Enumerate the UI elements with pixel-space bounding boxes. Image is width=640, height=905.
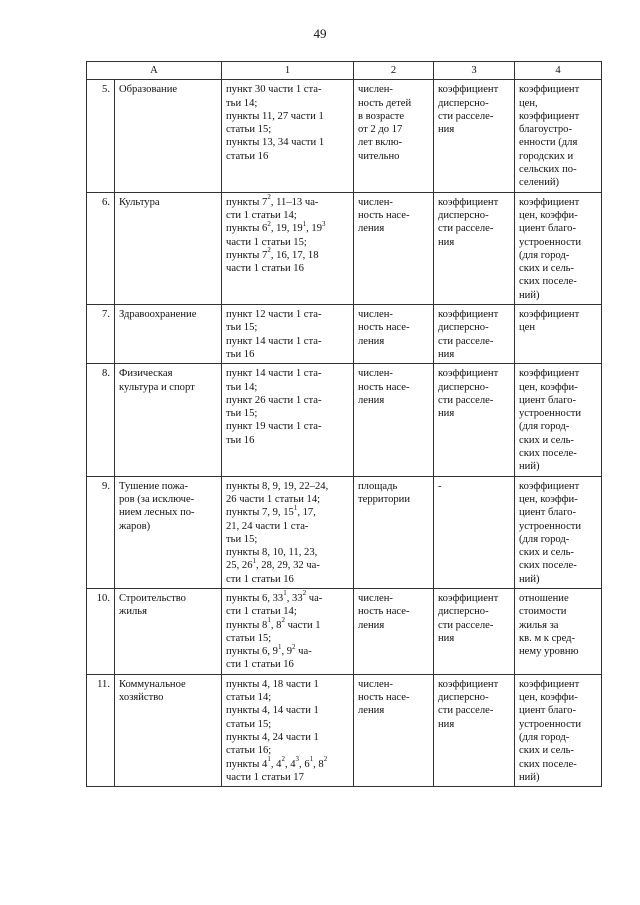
cell-legal-basis-line: пункты $7^2$, 11–13 ча- [226,193,319,208]
cell-indicator [354,80,434,192]
cell-legal-basis-line: тьи 16 [226,434,255,446]
cell-legal-basis-line: пункты 8, 9, 19, 22–24, [226,480,329,492]
table-row [87,588,602,674]
cell-legal-basis-line: пункты 7, 9, $15^1$, 17, [226,503,316,519]
cell-coefficient [515,192,602,304]
cell-coefficient-line: ских поселе- [519,276,577,288]
table-row [87,364,602,476]
header-cell-4: 4 [515,62,602,80]
cell-sphere [115,674,222,786]
cell-legal-basis-line: статьи 15; [226,632,272,644]
cell-coefficient-line: (для город- [519,731,570,743]
cell-legal-basis-line: части 1 статьи 16 [226,263,304,275]
cell-indicator-line: ления [358,335,385,347]
cell-indicator-line: ления [358,223,385,235]
cell-coefficient-line: ний) [519,771,540,783]
cell-dispersion-line: коэффициент [438,592,499,604]
cell-dispersion [434,80,515,192]
cell-legal-basis-line: пункт 12 части 1 ста- [226,309,322,321]
cell-coefficient [515,364,602,476]
cell-coefficient [515,305,602,364]
cell-dispersion [434,192,515,304]
cell-legal-basis-line: части 1 статьи 15; [226,236,307,248]
cell-coefficient [515,588,602,674]
cell-dispersion-line: ния [438,408,455,420]
cell-legal-basis-line: пункт 26 части 1 ста- [226,394,322,406]
cell-indicator [354,674,434,786]
cell-legal-basis-line: 26 части 1 статьи 14; [226,493,321,505]
cell-coefficient-line: жилья за [519,619,559,631]
cell-legal-basis-line: сти 1 статьи 14; [226,606,297,618]
cell-coefficient-line: стоимости [519,606,567,618]
cell-indicator-line: ления [358,394,385,406]
cell-dispersion-line: дисперсно- [438,322,489,334]
cell-dispersion-line: дисперсно- [438,381,489,393]
cell-sphere-line: ров (за исключе- [119,493,195,505]
cell-coefficient-line: ний) [519,289,540,301]
cell-coefficient-line: ний) [519,573,540,585]
cell-legal-basis [222,364,354,476]
cell-legal-basis-line: пункты 4, 18 части 1 [226,678,319,690]
cell-legal-basis-line: пункты 4, 14 части 1 [226,705,319,717]
cell-sphere-line: Образование [119,84,178,96]
cell-legal-basis [222,588,354,674]
row-number: 6. [87,192,115,304]
header-cell-1: 1 [222,62,354,80]
cell-coefficient-line: коэффициент [519,309,580,321]
cell-legal-basis-line: пункты $7^2$, 16, 17, 18 [226,246,319,261]
cell-sphere-line: Физическая [119,368,173,380]
cell-legal-basis-line: 25, $26^1$, 28, 29, 32 ча- [226,556,320,572]
cell-coefficient-line: селений) [519,177,560,189]
cell-coefficient-line: (для город- [519,421,570,433]
cell-sphere-line: Тушение пожа- [119,480,189,492]
cell-coefficient-line: сельских по- [519,164,577,176]
cell-coefficient-line: кв. м к сред- [519,632,576,644]
cell-legal-basis-line: пункты $4^1$, $4^2$, $4^3$, $6^1$, $8^2$ [226,755,328,770]
cell-dispersion-line: сти расселе- [438,619,494,631]
cell-coefficient-line: нему уровню [519,646,579,658]
cell-coefficient-line: коэффициент [519,480,580,492]
cell-coefficient-line: циент благо- [519,394,577,406]
cell-legal-basis-line: тьи 15; [226,408,258,420]
row-number: 10. [87,588,115,674]
cell-sphere-line: Здравоохранение [119,309,197,321]
cell-sphere-line: жилья [119,606,147,618]
cell-indicator-line: площадь [358,480,398,492]
row-number: 5. [87,80,115,192]
cell-legal-basis-line: статьи 14; [226,692,272,704]
cell-dispersion-line: ния [438,236,455,248]
cell-indicator-line: числен- [358,592,393,604]
cell-legal-basis-line: статьи 16 [226,150,269,162]
cell-dispersion-line: сти расселе- [438,394,494,406]
table-row [87,192,602,304]
cell-coefficient-line: цен, коэффи- [519,381,578,393]
table-row [87,305,602,364]
header-cell-a: А [87,62,222,80]
cell-coefficient-line: коэффициент [519,678,580,690]
cell-indicator-line: числен- [358,84,393,96]
cell-sphere-line: хозяйство [119,692,164,704]
cell-coefficient-line: цен, коэффи- [519,692,578,704]
cell-dispersion-line: коэффициент [438,368,499,380]
cell-indicator-line: от 2 до 17 [358,124,403,136]
cell-legal-basis-line: статьи 15; [226,124,272,136]
cell-coefficient-line: устроенности [519,236,582,248]
cell-dispersion-line: сти расселе- [438,335,494,347]
cell-dispersion-line: коэффициент [438,196,499,208]
cell-indicator-line: лет вклю- [358,137,403,149]
table-row [87,674,602,786]
cell-coefficient-line: коэффициент [519,196,580,208]
cell-indicator-line: ления [358,705,385,717]
cell-coefficient-line: устроенности [519,408,582,420]
cell-indicator-line: числен- [358,196,393,208]
cell-indicator-line: числен- [358,368,393,380]
cell-dispersion [434,364,515,476]
cell-dispersion-line: коэффициент [438,84,499,96]
cell-coefficient-line: ских поселе- [519,448,577,460]
cell-coefficient-line: ских поселе- [519,560,577,572]
header-cell-2: 2 [354,62,434,80]
cell-legal-basis-line: тьи 16 [226,348,255,360]
cell-legal-basis-line: сти 1 статьи 16 [226,659,294,671]
cell-coefficient-line: ских и сель- [519,434,574,446]
header-cell-3: 3 [434,62,515,80]
cell-dispersion-line: ния [438,632,455,644]
cell-indicator-line: числен- [358,678,393,690]
cell-dispersion [434,674,515,786]
cell-dispersion-line: сти расселе- [438,223,494,235]
cell-indicator [354,588,434,674]
cell-coefficient-line: ний) [519,461,540,473]
row-number: 9. [87,476,115,588]
cell-legal-basis-line: пункты 4, 24 части 1 [226,731,319,743]
cell-coefficient-line: (для город- [519,249,570,261]
cell-legal-basis-line: пункты $6^2$, 19, $19^1$, $19^3$ [226,219,326,235]
cell-coefficient-line: коэффициент [519,110,580,122]
cell-coefficient-line: (для город- [519,533,570,545]
cell-sphere [115,192,222,304]
cell-dispersion-line: дисперсно- [438,692,489,704]
cell-dispersion-line: дисперсно- [438,606,489,618]
page-number: 49 [313,26,327,41]
row-number: 7. [87,305,115,364]
cell-indicator-line: ность насе- [358,381,410,393]
cell-sphere-line: нием лесных по- [119,507,195,519]
cell-coefficient-line: ских и сель- [519,547,574,559]
table-body [87,80,602,787]
cell-coefficient-line: енности (для [519,137,578,149]
cell-sphere [115,476,222,588]
cell-coefficient-line: отношение [519,592,569,604]
cell-dispersion [434,588,515,674]
cell-legal-basis-line: статьи 15; [226,718,272,730]
cell-coefficient-line: цен, [519,97,538,109]
cell-coefficient-line: цен [519,322,536,334]
cell-indicator-line: ность насе- [358,606,410,618]
cell-coefficient-line: циент благо- [519,223,577,235]
allocation-table [86,61,602,787]
cell-dispersion-line: коэффициент [438,678,499,690]
cell-coefficient [515,80,602,192]
cell-legal-basis-line: пункт 14 части 1 ста- [226,368,322,380]
cell-legal-basis-line: пункты 6, $9^1$, $9^2$ ча- [226,642,312,658]
cell-indicator-line: ность детей [358,97,412,109]
cell-legal-basis-line: сти 1 статьи 14; [226,209,297,221]
cell-legal-basis-line: тьи 14; [226,97,258,109]
cell-indicator-line: ления [358,619,385,631]
cell-legal-basis-line: пункты 8, 10, 11, 23, [226,547,318,559]
cell-legal-basis-line: пункты 13, 34 части 1 [226,137,325,149]
cell-indicator-line: ность насе- [358,692,410,704]
cell-legal-basis [222,192,354,304]
cell-legal-basis-line: статьи 16; [226,745,272,757]
cell-indicator-line: числен- [358,309,393,321]
cell-legal-basis-line: части 1 статьи 17 [226,771,304,783]
cell-sphere-line: Культура [119,196,160,208]
cell-legal-basis-line: тьи 15; [226,533,258,545]
cell-legal-basis-line: пункт 14 части 1 ста- [226,335,322,347]
table-row [87,476,602,588]
cell-indicator-line: ность насе- [358,209,410,221]
cell-coefficient-line: циент благо- [519,507,577,519]
cell-legal-basis [222,674,354,786]
cell-indicator [354,305,434,364]
cell-legal-basis [222,476,354,588]
cell-dispersion-line: коэффициент [438,309,499,321]
cell-legal-basis-line: сти 1 статьи 16 [226,573,294,585]
cell-dispersion [434,476,515,588]
cell-coefficient-line: ских и сель- [519,263,574,275]
cell-sphere [115,588,222,674]
cell-sphere-line: жаров) [119,520,151,532]
cell-dispersion-line: ния [438,718,455,730]
row-number: 11. [87,674,115,786]
cell-indicator-line: территории [358,493,411,505]
cell-coefficient-line: цен, коэффи- [519,209,578,221]
cell-legal-basis-line: пункты 11, 27 части 1 [226,110,324,122]
cell-coefficient-line: цен, коэффи- [519,493,578,505]
cell-sphere [115,80,222,192]
cell-coefficient-line: коэффициент [519,368,580,380]
cell-sphere-line: Коммунальное [119,678,186,690]
cell-legal-basis [222,80,354,192]
cell-coefficient [515,476,602,588]
cell-sphere [115,305,222,364]
cell-coefficient-line: циент благо- [519,705,577,717]
header-row [87,62,602,80]
cell-indicator [354,364,434,476]
cell-dispersion-line: сти расселе- [438,705,494,717]
cell-legal-basis-line: тьи 14; [226,381,258,393]
table-row [87,80,602,192]
cell-coefficient-line: устроенности [519,520,582,532]
cell-sphere [115,364,222,476]
cell-indicator [354,192,434,304]
cell-coefficient-line: городских и [519,150,574,162]
cell-coefficient-line: благоустро- [519,124,572,136]
cell-coefficient-line: ских и сель- [519,745,574,757]
cell-sphere-line: Строительство [119,592,186,604]
cell-coefficient-line: ских поселе- [519,758,577,770]
cell-indicator-line: чительно [358,150,400,162]
cell-legal-basis-line: 21, 24 части 1 ста- [226,520,309,532]
row-number: 8. [87,364,115,476]
cell-coefficient [515,674,602,786]
cell-dispersion-line: дисперсно- [438,97,489,109]
cell-sphere-line: культура и спорт [119,381,195,393]
cell-coefficient-line: устроенности [519,718,582,730]
cell-dispersion-line: ния [438,124,455,136]
cell-dispersion-line: ния [438,348,455,360]
cell-dispersion-line: дисперсно- [438,209,489,221]
cell-dispersion [434,305,515,364]
cell-coefficient-line: коэффициент [519,84,580,96]
cell-legal-basis-line: пункт 19 части 1 ста- [226,421,322,433]
cell-dispersion-line: - [438,480,442,492]
cell-indicator [354,476,434,588]
cell-indicator-line: в возрасте [358,110,405,122]
cell-dispersion-line: сти расселе- [438,110,494,122]
cell-legal-basis-line: пункты 6, $33^1$, $33^2$ ча- [226,589,323,604]
cell-legal-basis-line: тьи 15; [226,322,258,334]
cell-legal-basis-line: пункты $8^1$, $8^2$ части 1 [226,616,321,631]
cell-legal-basis-line: пункт 30 части 1 ста- [226,84,322,96]
cell-legal-basis [222,305,354,364]
cell-indicator-line: ность насе- [358,322,410,334]
